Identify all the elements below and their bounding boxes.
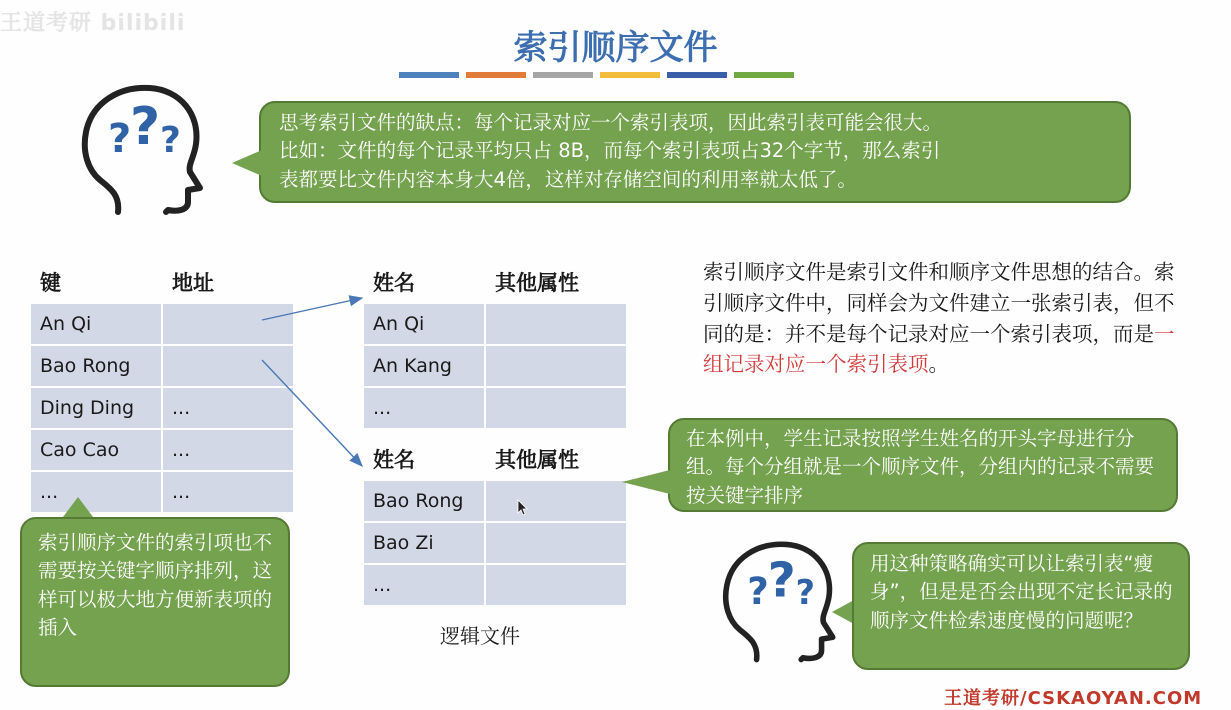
table-cell: Bao Zi — [364, 523, 484, 563]
table-cell: ... — [163, 472, 293, 512]
table-cell: Bao Rong — [31, 346, 161, 386]
table-cell: ... — [364, 388, 484, 428]
bubble-line: 思考索引文件的缺点：每个记录对应一个索引表项，因此索引表可能会很大。 — [279, 111, 943, 134]
pointer-arrow — [262, 360, 362, 466]
logical-file-caption: 逻辑文件 — [440, 624, 520, 648]
table-cell: An Qi — [364, 304, 484, 344]
bubble-pointer — [832, 600, 854, 624]
cursor-icon — [517, 499, 529, 517]
table-row — [364, 481, 626, 521]
table-row — [364, 565, 626, 605]
logical-table-a — [362, 260, 628, 430]
svg-text:?: ? — [130, 97, 161, 157]
column-header: 其他属性 — [495, 448, 579, 472]
table-cell: An Qi — [31, 304, 161, 344]
table-cell: Cao Cao — [31, 430, 161, 470]
column-header: 地址 — [172, 271, 214, 295]
bubble-line: 比如：文件的每个记录平均只占 8B，而每个索引表项占32个字节，那么索引 — [279, 139, 941, 163]
table-row — [364, 346, 626, 386]
bubble-line: 表都要比文件内容本身大4倍，这样对存储空间的利用率就太低了。 — [279, 167, 857, 191]
table-cell — [486, 565, 626, 605]
logical-table-b — [362, 437, 628, 607]
table-cell: An Kang — [364, 346, 484, 386]
description-highlight: 一组记录对应一个索引表项 — [703, 321, 1175, 377]
pointer-arrow — [262, 298, 362, 320]
table-cell: Bao Rong — [364, 481, 484, 521]
watermark: 王道考研 bilibili — [0, 11, 186, 36]
table-cell: ... — [163, 388, 293, 428]
bubble-pointer — [622, 470, 670, 494]
column-header: 姓名 — [373, 271, 415, 295]
column-header: 姓名 — [373, 448, 415, 472]
table-cell — [486, 388, 626, 428]
table-cell: ... — [163, 430, 293, 470]
svg-text:?: ? — [795, 572, 815, 612]
description-paragraph — [703, 257, 1181, 380]
svg-text:?: ? — [747, 569, 769, 613]
svg-text:?: ? — [160, 120, 181, 161]
column-header: 其他属性 — [495, 271, 579, 295]
thinking-head-icon — [712, 532, 842, 672]
table-row — [364, 304, 626, 344]
table-cell — [486, 481, 626, 521]
table-cell — [486, 346, 626, 386]
page-title: 索引顺序文件 — [513, 28, 718, 68]
table-row — [364, 523, 626, 563]
speech-bubble-example: 在本例中，学生记录按照学生姓名的开头字母进行分组。每个分组就是一个顺序文件，分组内的记录不需要按关键字排序 — [668, 418, 1178, 512]
description-text: 索引顺序文件是索引文件和顺序文件思想的结合。索引顺序文件中，同样会为文件建立一张索引表，但不同的是：并不是每个记录对应一个索引表项，而是 — [703, 260, 1175, 346]
table-row — [364, 388, 626, 428]
table-cell: ... — [364, 565, 484, 605]
svg-text:?: ? — [767, 552, 796, 609]
column-header: 键 — [40, 271, 61, 295]
table-cell — [486, 304, 626, 344]
speech-bubble-question: 用这种策略确实可以让索引表“瘦身”，但是是否会出现不定长记录的顺序文件检索速度慢的问题呢？ — [852, 542, 1190, 670]
table-cell: ... — [31, 472, 161, 512]
footer-brand: 王道考研/CSKAOYAN.COM — [944, 688, 1203, 709]
svg-text:?: ? — [108, 116, 132, 162]
description-text-end: 。 — [928, 352, 949, 377]
table-cell — [486, 523, 626, 563]
table-cell: Ding Ding — [31, 388, 161, 428]
speech-bubble-insert: 索引顺序文件的索引项也不需要按关键字顺序排列，这样可以极大地方便新表项的插入 — [20, 517, 290, 687]
